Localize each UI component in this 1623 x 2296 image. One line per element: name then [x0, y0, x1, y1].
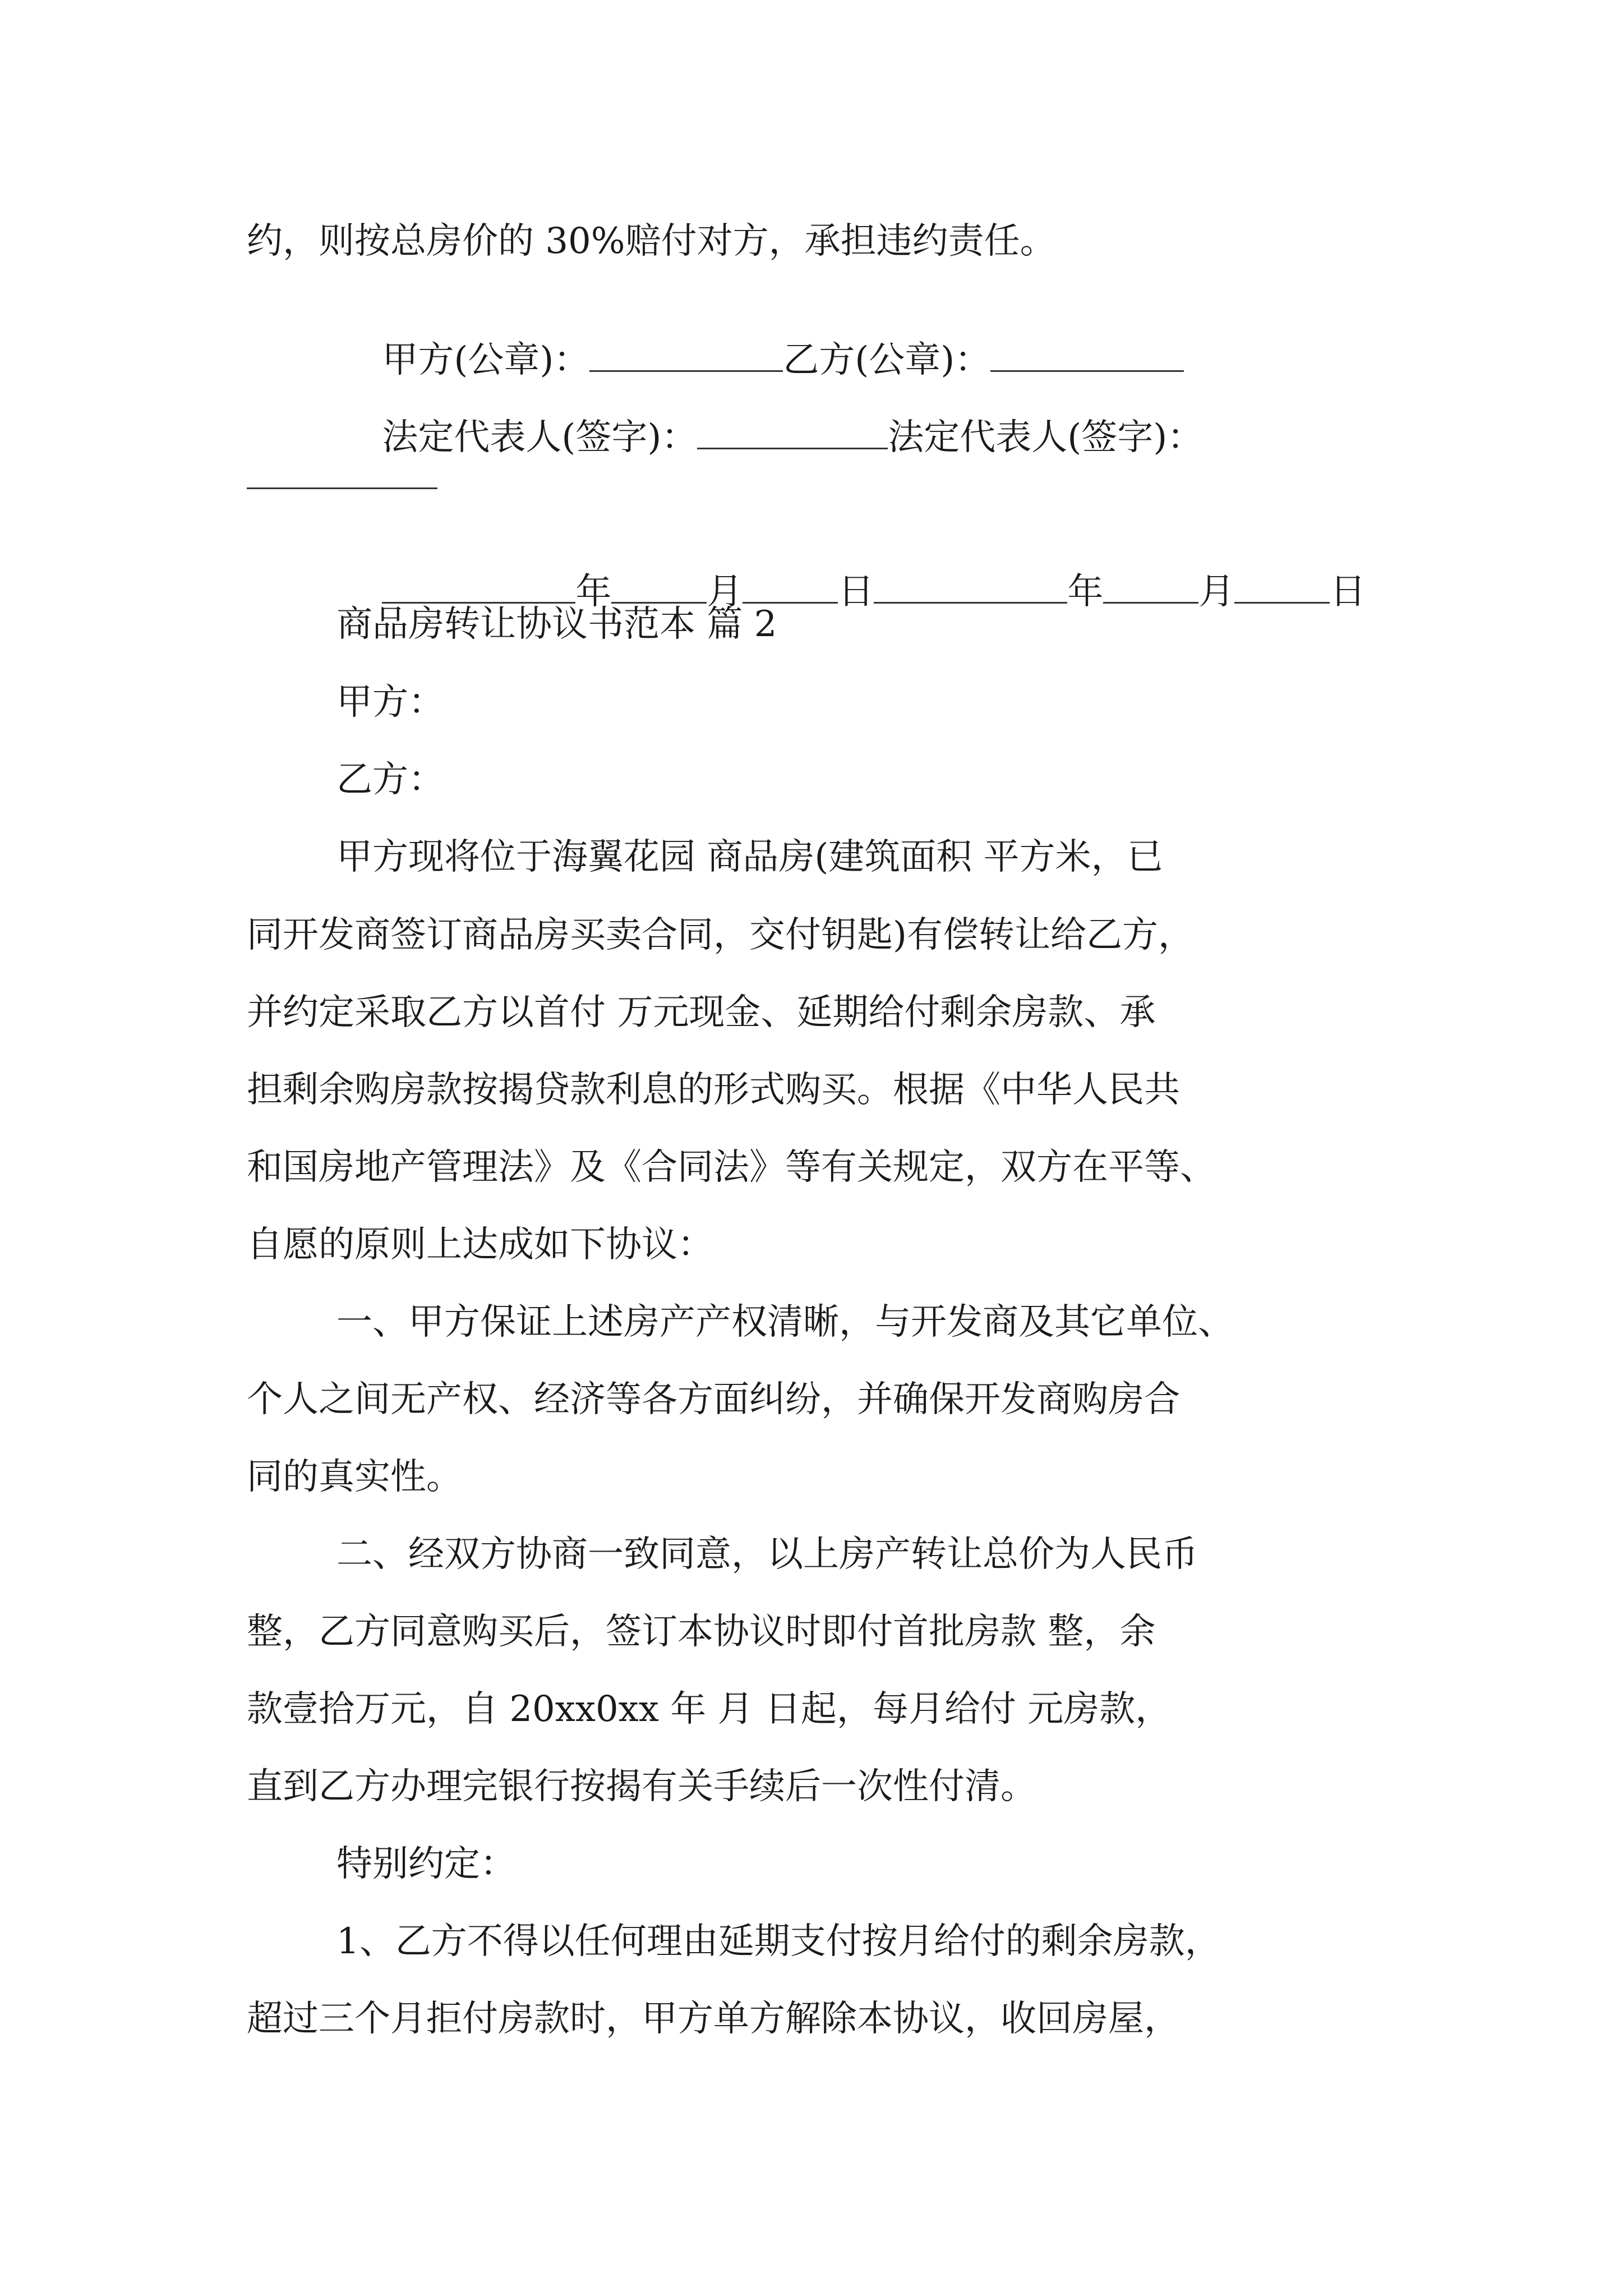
intro-line: 自愿的原则上达成如下协议： — [247, 1224, 713, 1266]
date-b-year: 年 — [1067, 571, 1104, 613]
date-line — [336, 524, 1366, 613]
date-b-day: 日 — [1330, 571, 1366, 613]
clause-2-line: 整，乙方同意购买后，签订本协议时即付首批房款 整，余 — [247, 1611, 1156, 1653]
rep-a-blank — [697, 447, 888, 449]
special-heading: 特别约定： — [336, 1843, 516, 1885]
intro-line: 甲方现将位于海翼花园 商品房(建筑面积 平方米，已 — [336, 836, 1163, 878]
section-title: 商品房转让协议书范本 篇 2 — [336, 604, 777, 645]
continuation-line: 约，则按总房价的 30%赔付对方，承担违约责任。 — [247, 220, 1056, 262]
intro-line: 和国房地产管理法》及《合同法》等有关规定，双方在平等、 — [247, 1147, 1216, 1188]
rep-b-blank — [247, 487, 437, 489]
intro-line: 同开发商签订商品房买卖合同，交付钥匙)有偿转让给乙方， — [247, 914, 1194, 956]
rep-b-label: 法定代表人(签字)： — [888, 417, 1204, 458]
clause-1-line: 个人之间无产权、经济等各方面纠纷，并确保开发商购房合 — [247, 1379, 1180, 1420]
date-a-year: 年 — [575, 571, 612, 613]
party-b-seal-label: 乙方(公章)： — [783, 339, 991, 381]
party-b-line: 乙方： — [336, 759, 444, 800]
date-b-month: 月 — [1198, 571, 1235, 613]
clause-2-line: 直到乙方办理完银行按揭有关手续后一次性付清。 — [247, 1766, 1036, 1807]
seal-line — [336, 293, 1184, 381]
clause-2-line: 二、经双方协商一致同意，以上房产转让总价为人民币 — [336, 1534, 1198, 1575]
intro-line: 担剩余购房款按揭贷款利息的形式购买。根据《中华人民共 — [247, 1069, 1180, 1111]
clause-1-line: 一、甲方保证上述房产产权清晰，与开发商及其它单位、 — [336, 1301, 1234, 1343]
party-a-line: 甲方： — [336, 682, 444, 723]
date-a-day: 日 — [838, 571, 874, 613]
date-b-year-blank — [874, 601, 1067, 604]
date-b-month-blank — [1103, 601, 1198, 604]
clause-2-line: 款壹拾万元，自 20xx0xx 年 月 日起，每月给付 元房款， — [247, 1688, 1172, 1730]
representative-line — [336, 370, 1204, 458]
intro-line: 并约定采取乙方以首付 万元现金、延期给付剩余房款、承 — [247, 992, 1156, 1033]
rep-a-label: 法定代表人(签字)： — [382, 417, 698, 458]
date-a-month: 月 — [707, 571, 743, 613]
clause-1-line: 同的真实性。 — [247, 1456, 462, 1498]
special-1-line: 1、乙方不得以任何理由延期支付按月给付的剩余房款， — [336, 1921, 1221, 1962]
special-1-line: 超过三个月拒付房款时，甲方单方解除本协议，收回房屋， — [247, 1998, 1180, 2040]
party-a-seal-label: 甲方(公章)： — [382, 339, 590, 381]
date-b-day-blank — [1234, 601, 1330, 604]
